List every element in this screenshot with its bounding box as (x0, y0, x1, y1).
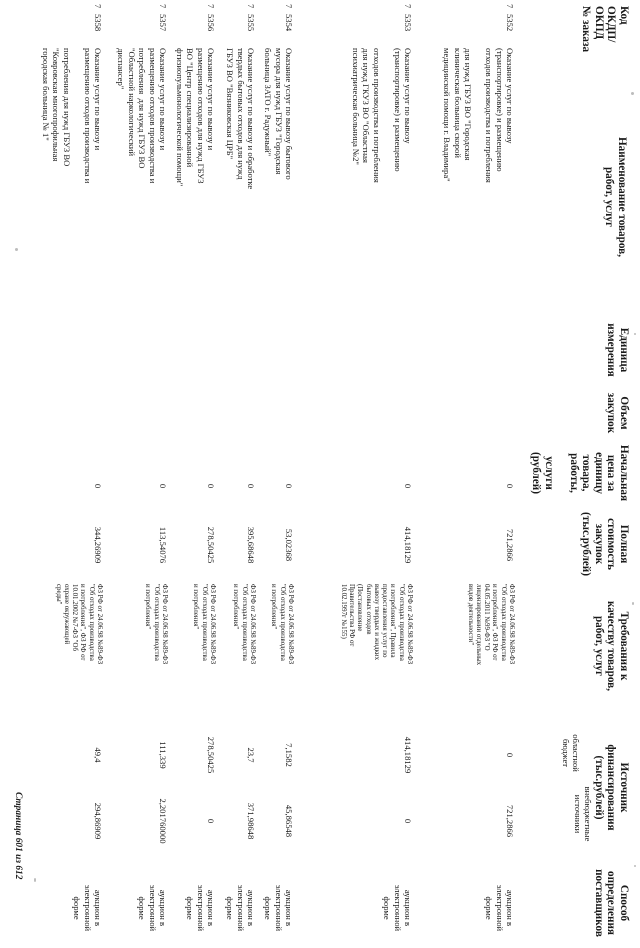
row-extrabudget: 0 (206, 818, 216, 824)
row-procurement-method: аукцион в электронной форме (72, 884, 103, 932)
row-regional-budget: 414,18129 (403, 736, 413, 774)
row-unit-price: 0 (403, 483, 413, 489)
row-procurement-method: аукцион в электронной форме (484, 884, 515, 932)
scan-noise (631, 92, 634, 95)
row-total-cost: 53,02368 (284, 528, 294, 562)
row-requirements: ФЗ РФ от 24.06.98 №89-ФЗ "Об отходах производства и потребления", ФЗ РФ от 10.01.2002 №7-ФЗ "Об охране окружающей среды" (54, 584, 103, 665)
row-extrabudget: 2,201760000 (158, 798, 168, 844)
header-total: Полная стоимость закупок (тыс.рублей) (580, 512, 630, 576)
row-extrabudget: 294,86909 (93, 802, 103, 840)
header-source-extra: внебюджетные источники (573, 786, 593, 842)
row-order-number: 5352 (505, 14, 515, 32)
row-code: 7 (158, 4, 168, 9)
header-source-regional: областной бюджет (561, 734, 581, 772)
header-method: Способ определения поставщиков (592, 869, 630, 937)
scan-noise (15, 248, 18, 251)
row-requirements: ФЗ РФ от 24.06.98 №89-ФЗ "Об отходах производства и потребления" (144, 584, 168, 665)
row-regional-budget: 278,50425 (206, 736, 216, 774)
row-extrabudget: 721,2866 (505, 804, 515, 838)
row-order-number: 5355 (246, 14, 256, 32)
row-regional-budget: 0 (505, 752, 515, 758)
scan-noise (634, 865, 636, 867)
row-requirements: ФЗ РФ от 24.06.98 №89-ФЗ "Об отходах производства и потребления" (232, 584, 256, 665)
header-name: Наименование товаров, работ, услуг (603, 136, 628, 258)
scan-noise (632, 602, 634, 605)
row-unit-price: 0 (93, 483, 103, 489)
row-order-number: 5358 (93, 14, 103, 32)
row-regional-budget: 111,339 (158, 741, 168, 769)
row-unit-price: 0 (505, 483, 515, 489)
row-procurement-method: аукцион в электронной форме (185, 884, 216, 932)
header-sources: Источник финансирования (тыс.рублей) (592, 744, 630, 831)
row-requirements: ФЗ РФ от 24.06.98 №89-ФЗ "Об отходах производства и потребления", Правила предоставления услуг по вывозу твердых и жидких бытовых отходов (Постановление Правительства РФ от 10.02.1997г №155) (339, 584, 413, 665)
row-total-cost: 721,2866 (505, 528, 515, 562)
row-item-name: Оказание услуг по вывозу (транспортировке) и размещению отходов производства и потребления для нужд ГКУЗ ВО "Областная психиатрическая больница №2" (350, 48, 413, 183)
row-procurement-method: аукцион в электронной форме (137, 884, 168, 932)
row-order-number: 5356 (206, 14, 216, 32)
row-regional-budget: 49,4 (93, 747, 103, 763)
row-item-name: Оказание услуг по вывозу и размещению отходов производства и потребления для нужд ГБУЗ ВО "Областной наркологический диспансер" (116, 48, 168, 184)
row-regional-budget: 23,7 (246, 747, 256, 763)
page-number: Страница 601 из 612 (13, 792, 23, 880)
row-unit-price: 0 (158, 483, 168, 489)
header-code: Код ОКДП/ ОКПД № заказа (580, 6, 630, 53)
scan-noise (634, 333, 636, 335)
row-unit-price: 0 (284, 483, 294, 489)
row-total-cost: 344,26909 (93, 526, 103, 564)
row-extrabudget: 0 (403, 818, 413, 824)
row-requirements: ФЗ РФ от 24.06.98 №89-ФЗ "Об отходах производства и потребления" (192, 584, 216, 665)
row-item-name: Оказание услуг по вывозу и обработке твердых бытовых отходов для нужд ГБУЗ ВО "Вязниковская ЦРБ" (225, 48, 256, 190)
row-extrabudget: 45,86548 (284, 804, 294, 838)
row-extrabudget: 371,98648 (246, 802, 256, 840)
row-code: 7 (246, 4, 256, 9)
row-regional-budget: 7,1582 (284, 743, 294, 767)
row-total-cost: 395,68648 (246, 526, 256, 564)
row-item-name: Оказание услуг по вывозу бытового мусора для нужд ГБУЗ "Городская больница ЗАТО г. Радужный" (263, 48, 294, 180)
row-unit-price: 0 (246, 483, 256, 489)
header-unit: Единица измерения (605, 323, 630, 377)
row-procurement-method: аукцион в электронной форме (382, 884, 413, 932)
row-order-number: 5353 (403, 14, 413, 32)
row-code: 7 (206, 4, 216, 9)
row-order-number: 5357 (158, 14, 168, 32)
row-order-number: 5354 (284, 14, 294, 32)
header-requirements: Требования к качеству товаров, работ, услуг (592, 600, 630, 692)
header-unit-price: Начальная цена за единицу товара, работы, услуги (рублей) (530, 444, 630, 502)
row-code: 7 (284, 4, 294, 9)
header-volume: Объем закупок (605, 392, 630, 434)
scan-noise (34, 878, 36, 882)
row-requirements: ФЗ РФ от 24.06.98 №89-ФЗ "Об отходах производства и потребления" (270, 584, 294, 665)
row-item-name: Оказание услуг по вывозу и размещению отходов производства и потребления для нужд ГБУЗ ВО "Ковровская многопрофильная городская больница № 1" (40, 48, 103, 184)
row-procurement-method: аукцион в электронной форме (263, 884, 294, 932)
row-total-cost: 113,54076 (158, 526, 168, 564)
row-requirements: ФЗ РФ от 24.06.98 №89-ФЗ "Об отходах производства и потребления", ФЗ РФ от 04.05.2011 №99-ФЗ "О лицензировании отдельных видов деятельности" (466, 584, 515, 666)
row-code: 7 (93, 4, 103, 9)
row-item-name: Оказание услуг по вывозу (транспортировке) и размещению отходов производства и потребления для нужд ГБУЗ ВО "Городская клиническая больница скорой медицинской помощи г. Владимира" (442, 48, 515, 183)
row-unit-price: 0 (206, 483, 216, 489)
row-code: 7 (505, 4, 515, 9)
row-total-cost: 414,18129 (403, 526, 413, 564)
row-total-cost: 278,50425 (206, 526, 216, 564)
row-procurement-method: аукцион в электронной форме (225, 884, 256, 932)
row-code: 7 (403, 4, 413, 9)
row-item-name: Оказание услуг по вывозу и размещению отходов для нужд ГБУЗ ВО "Центр специализированной фтизиопульмонологической помощи" (174, 48, 216, 187)
